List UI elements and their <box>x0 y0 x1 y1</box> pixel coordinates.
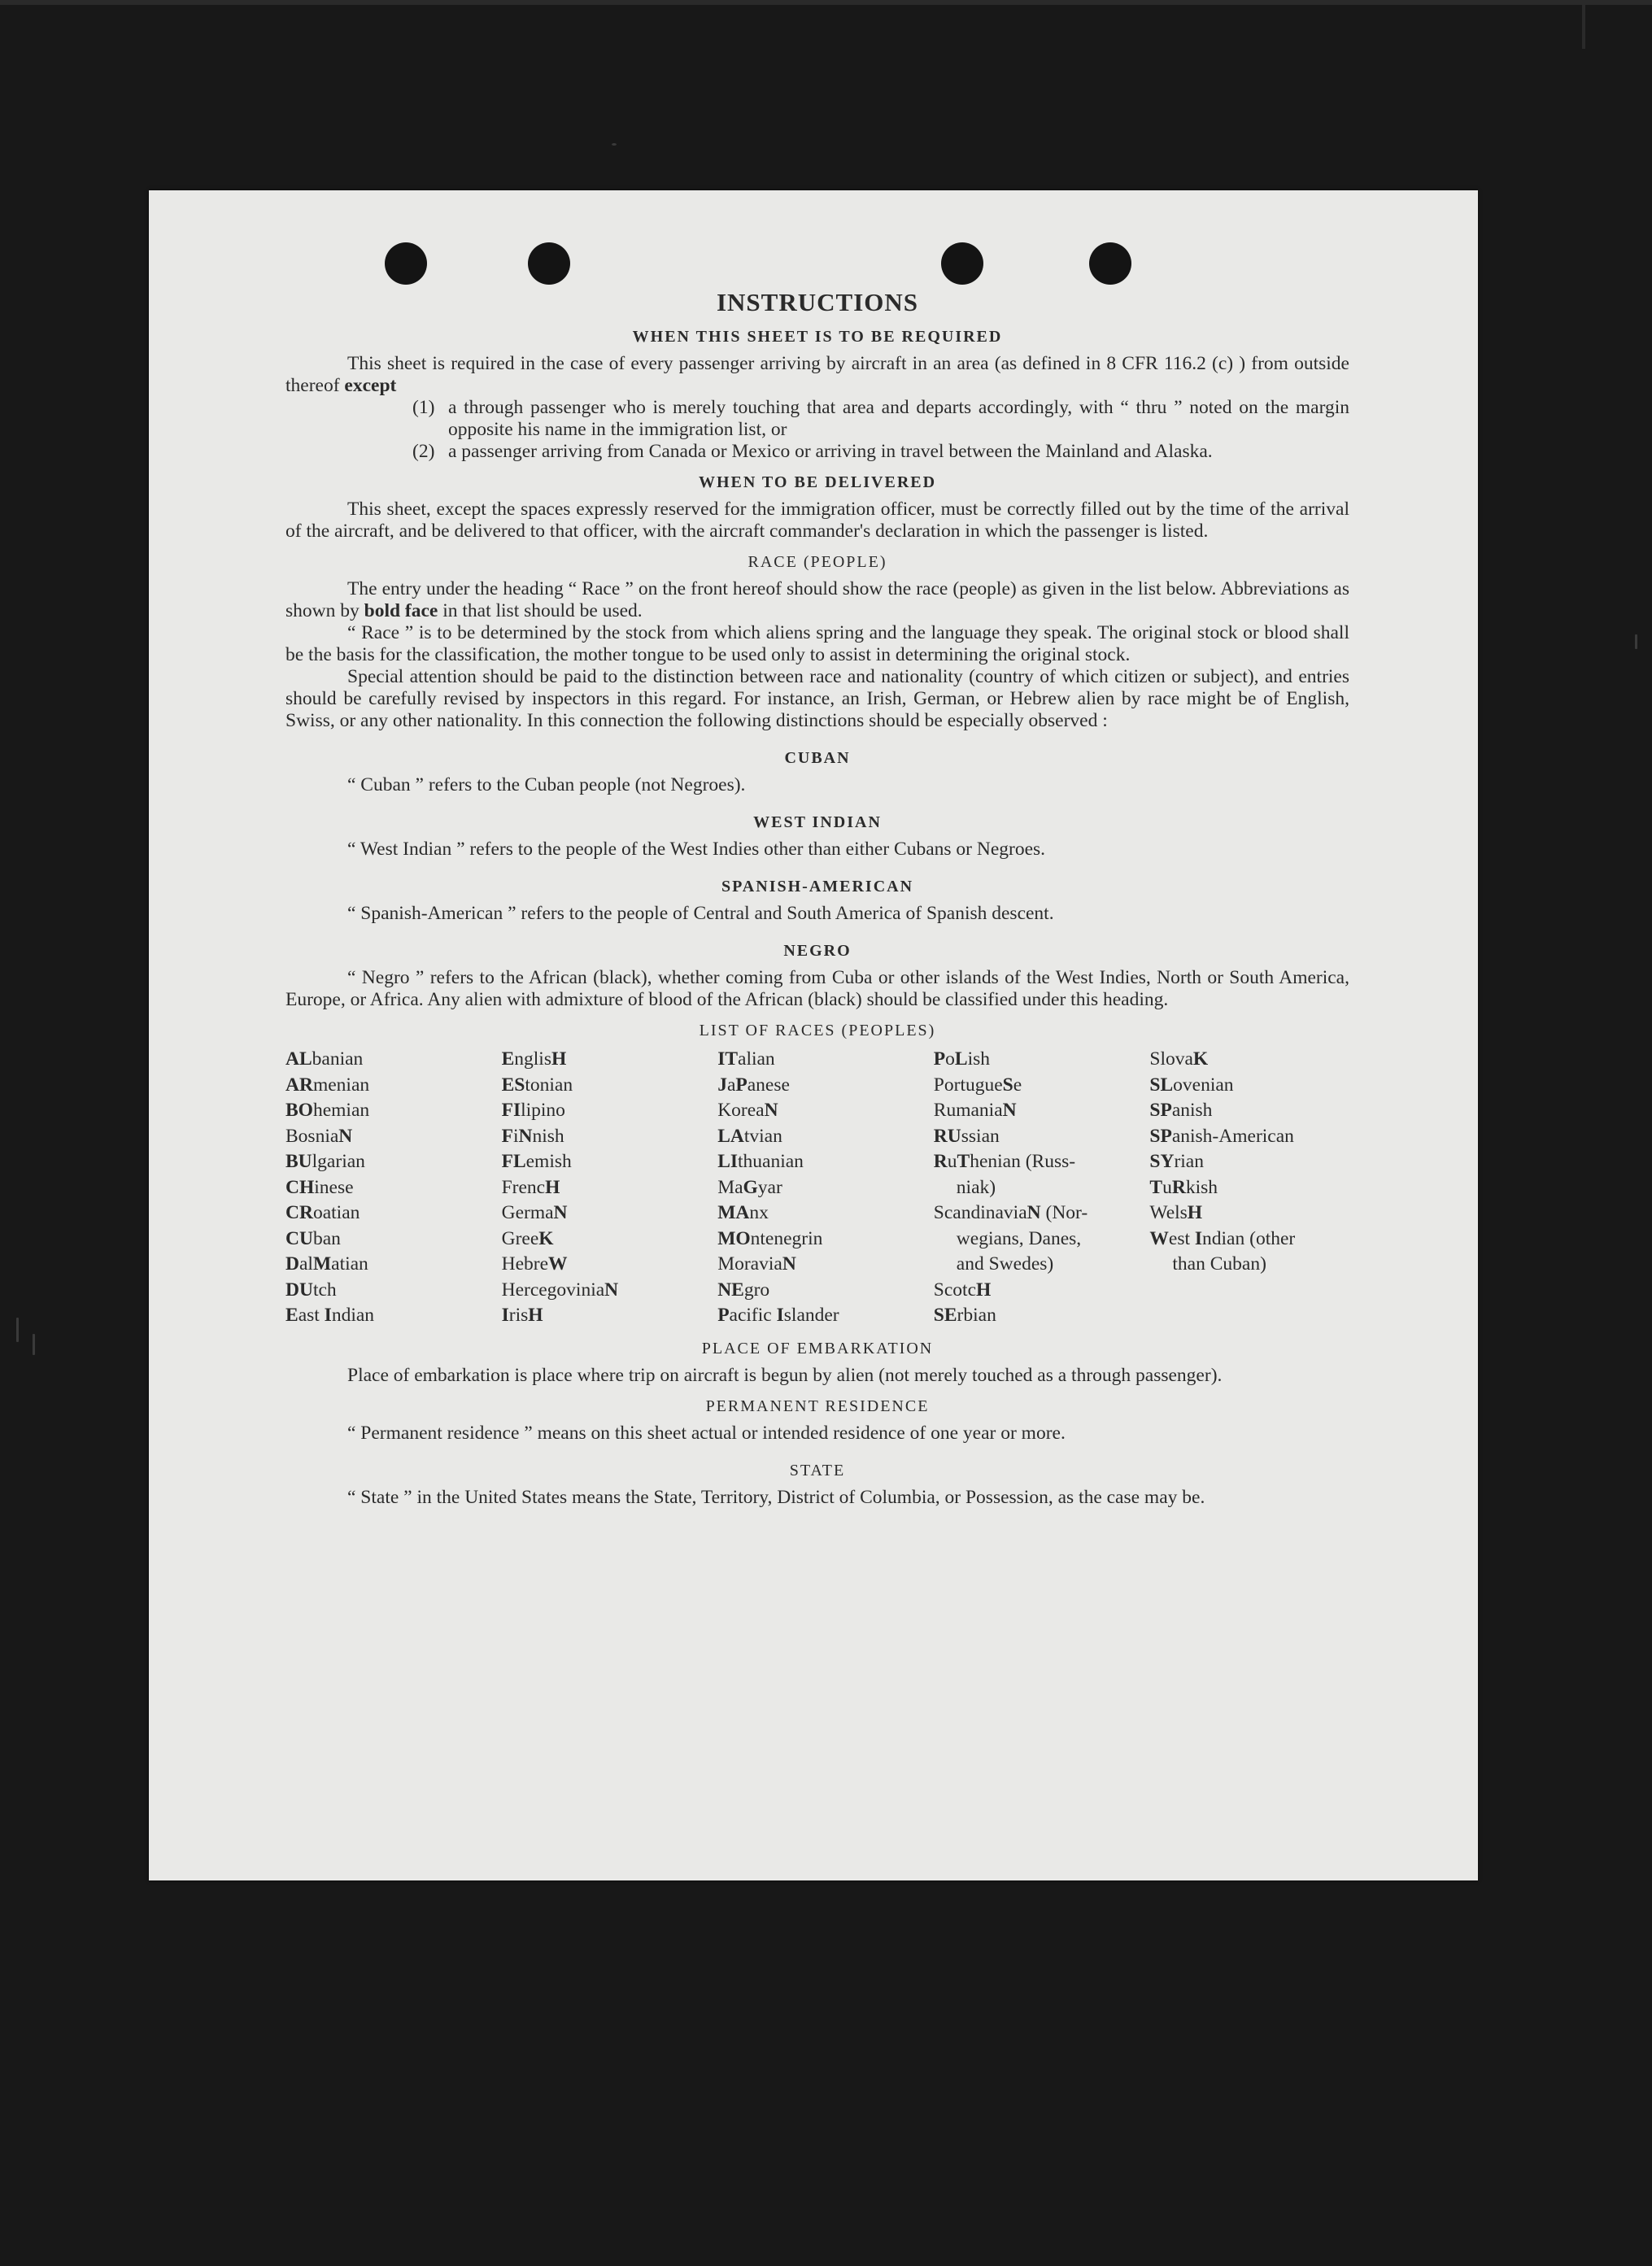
race-entry: MOntenegrin <box>717 1227 823 1249</box>
when-delivered-text: This sheet, except the spaces expressly reserved for the immigration officer, must be correctly filled out by the time of the arrival of the aircraft, and be delivered to that officer, with the aircraft commander's declaration in which the passenger is listed. <box>286 499 1349 542</box>
race-entry: East Indian <box>286 1305 375 1326</box>
heading-west-indian: WEST INDIAN <box>753 813 882 831</box>
race-entry: GermaN <box>501 1202 568 1223</box>
race-entry: MAnx <box>717 1202 769 1223</box>
film-mark <box>1582 0 1585 49</box>
race-entry: FLemish <box>501 1151 572 1172</box>
race-entry: MaGyar <box>717 1176 782 1198</box>
race-entry: GreeK <box>501 1227 554 1249</box>
cuban-text: “ Cuban ” refers to the Cuban people (not Negroes). <box>347 774 746 795</box>
permanent-residence-text: “ Permanent residence ” means on this sheet actual or intended residence of one year or more. <box>347 1422 1066 1444</box>
heading-cuban: CUBAN <box>784 749 851 767</box>
race-entry: SlovaK <box>1149 1048 1209 1070</box>
race-entry: BUlgarian <box>286 1151 365 1172</box>
races-column <box>934 1047 1134 1329</box>
race-entry: than Cuban) <box>1172 1253 1266 1275</box>
races-list <box>286 1047 1349 1329</box>
heading-when-delivered: WHEN TO BE DELIVERED <box>698 473 937 491</box>
instructions-content <box>286 288 1349 1509</box>
race-entry: EStonian <box>501 1074 573 1096</box>
race-entry: LAtvian <box>717 1125 782 1147</box>
race-entry: CRoatian <box>286 1202 360 1223</box>
race-entry: HercegoviniaN <box>501 1279 619 1301</box>
race-entry: wegians, Danes, <box>956 1227 1082 1249</box>
races-column <box>717 1047 918 1329</box>
race-entry: PoLish <box>933 1048 991 1070</box>
race-entry: JaPanese <box>717 1074 790 1096</box>
heading-state: STATE <box>789 1461 846 1479</box>
race-entry: FIlipino <box>501 1100 565 1121</box>
race-entry: BosniaN <box>286 1125 353 1147</box>
race-entry: CHinese <box>286 1176 354 1198</box>
film-edge-top <box>0 0 1652 5</box>
punch-hole <box>385 242 427 285</box>
punch-hole <box>528 242 570 285</box>
spanish-american-text: “ Spanish-American ” refers to the people of Central and South America of Spanish descent. <box>347 903 1054 924</box>
when-required-intro: This sheet is required in the case of every passenger arriving by aircraft in an area (as defined in 8 CFR 116.2 (c) ) from outside thereof except <box>286 353 1349 396</box>
races-column <box>1149 1047 1349 1329</box>
race-entry: ARmenian <box>286 1074 370 1096</box>
race-entry: FrencH <box>501 1176 560 1198</box>
race-entry: West Indian (other <box>1149 1227 1296 1249</box>
exception-item-2: (2) a passenger arriving from Canada or Mexico or arriving in travel between the Mainland and Alaska. <box>412 441 1213 462</box>
exception-item-1: (1) a through passenger who is merely touching that area and departs accordingly, with “ thru ” noted on the margin opposite his name in the immigration list, or <box>412 397 1349 440</box>
heading-place-of-embarkation: PLACE OF EMBARKATION <box>701 1339 934 1357</box>
race-entry: RuThenian (Russ- <box>933 1151 1076 1172</box>
race-entry: CUban <box>286 1227 341 1249</box>
race-entry: HebreW <box>501 1253 568 1275</box>
film-scratch <box>33 1334 35 1355</box>
race-entry: SErbian <box>933 1305 996 1326</box>
place-of-embarkation-text: Place of embarkation is place where trip on aircraft is begun by alien (not merely touched as a through passenger). <box>347 1364 1223 1386</box>
race-entry: FiNnish <box>501 1125 564 1147</box>
punch-hole <box>941 242 983 285</box>
dust-speck <box>612 143 617 146</box>
race-entry: IrisH <box>501 1305 543 1326</box>
race-paragraph-3: Special attention should be paid to the distinction between race and nationality (country of which citizen or subject), and entries should be carefully revised by inspectors in this regard. For instance, an Irish, German, or Hebrew alien by race might be of English, Swiss, or any other nationality. In this connection the following distinctions should be especially observed : <box>286 666 1349 731</box>
page-title: INSTRUCTIONS <box>716 288 918 316</box>
heading-list-of-races: LIST OF RACES (PEOPLES) <box>699 1022 936 1039</box>
west-indian-text: “ West Indian ” refers to the people of the West Indies other than either Cubans or Negroes. <box>347 839 1046 860</box>
race-entry: RUssian <box>933 1125 1000 1147</box>
race-entry: DalMatian <box>286 1253 368 1275</box>
race-entry: WelsH <box>1149 1202 1203 1223</box>
race-entry: SPanish-American <box>1149 1125 1294 1147</box>
race-entry: ScandinaviaN (Nor- <box>933 1202 1088 1223</box>
race-entry: SLovenian <box>1149 1074 1234 1096</box>
race-entry: ITalian <box>717 1048 775 1070</box>
race-entry: NEgro <box>717 1279 770 1301</box>
state-text: “ State ” in the United States means the State, Territory, District of Columbia, or Possession, as the case may be. <box>347 1486 1205 1508</box>
document-page <box>149 190 1478 1880</box>
heading-permanent-residence: PERMANENT RESIDENCE <box>705 1397 930 1415</box>
negro-text: “ Negro ” refers to the African (black), whether coming from Cuba or other islands of the West Indies, North or South America, Europe, or Africa. Any alien with admixture of blood of the African (black) should be classified under this heading. <box>286 967 1349 1010</box>
race-paragraph-2: “ Race ” is to be determined by the stock from which aliens spring and the language they speak. The original stock or blood shall be the basis for the classification, the mother tongue to be used only to assist in determining the original stock. <box>286 622 1349 665</box>
race-entry: and Swedes) <box>956 1253 1054 1275</box>
race-entry: TuRkish <box>1149 1176 1218 1198</box>
heading-race: RACE (PEOPLE) <box>748 553 887 571</box>
heading-negro: NEGRO <box>783 942 852 960</box>
races-column <box>502 1047 702 1329</box>
race-paragraph-1: The entry under the heading “ Race ” on the front hereof should show the race (people) as given in the list below. Abbreviations as shown by bold face in that list should be used. <box>286 578 1349 621</box>
race-entry: KoreaN <box>717 1100 778 1121</box>
race-entry: ScotcH <box>933 1279 992 1301</box>
heading-spanish-american: SPANISH-AMERICAN <box>721 878 914 896</box>
race-entry: SPanish <box>1149 1100 1213 1121</box>
race-entry: niak) <box>956 1176 996 1198</box>
race-entry: MoraviaN <box>717 1253 796 1275</box>
race-entry: SYrian <box>1149 1151 1204 1172</box>
race-entry: ALbanian <box>286 1048 364 1070</box>
races-column <box>286 1047 486 1329</box>
race-entry: EnglisH <box>501 1048 567 1070</box>
race-entry: Pacific Islander <box>717 1305 839 1326</box>
race-entry: PortugueSe <box>933 1074 1022 1096</box>
race-entry: LIthuanian <box>717 1151 804 1172</box>
race-entry: RumaniaN <box>933 1100 1017 1121</box>
film-scratch <box>1635 634 1637 649</box>
heading-when-required: WHEN THIS SHEET IS TO BE REQUIRED <box>632 328 1003 346</box>
race-entry: BOhemian <box>286 1100 370 1121</box>
race-entry: DUtch <box>286 1279 337 1301</box>
film-scratch <box>16 1318 19 1342</box>
punch-hole <box>1089 242 1131 285</box>
